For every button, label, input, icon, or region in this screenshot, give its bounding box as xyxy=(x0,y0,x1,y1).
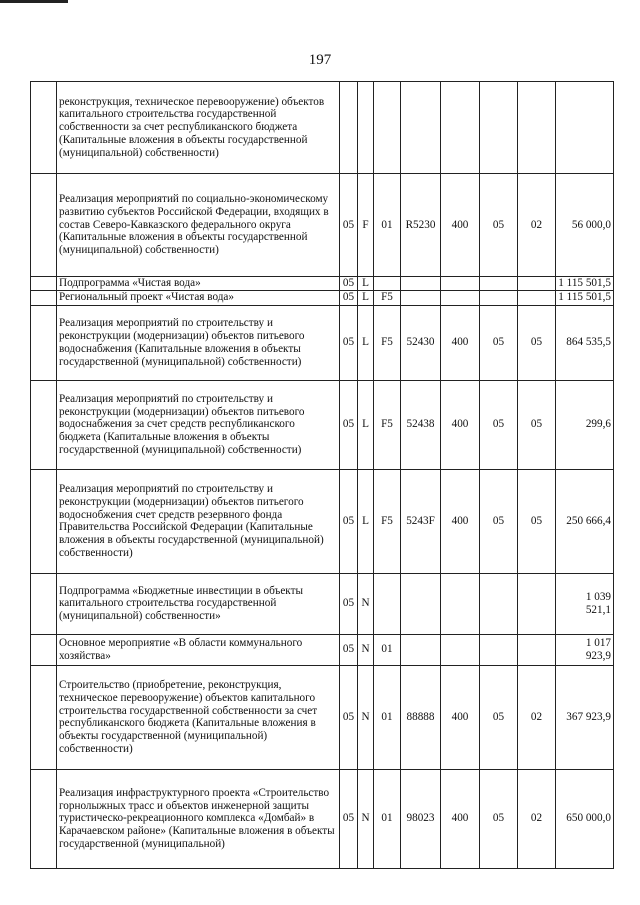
cell-expense-type: 400 xyxy=(441,305,480,380)
cell-name: Реализация мероприятий по строительству и реконструкции (модернизации) объектов питьевого водоснабжения (Капитальные вложения в объекты государственной (муниципальной) собственности) xyxy=(57,305,340,380)
cell-subsection: 02 xyxy=(518,174,556,277)
cell-section xyxy=(480,573,518,634)
cell-expense-type: 400 xyxy=(441,769,480,868)
cell-subprogram: N xyxy=(358,573,374,634)
cell-subprogram: N xyxy=(358,665,374,769)
table-row xyxy=(31,277,614,291)
cell-section: 05 xyxy=(480,665,518,769)
cell-main-measure: 01 xyxy=(374,174,401,277)
cell-name: Региональный проект «Чистая вода» xyxy=(57,290,340,305)
cell-subsection: 05 xyxy=(518,305,556,380)
table-row xyxy=(31,380,614,469)
cell-main-measure: 01 xyxy=(374,634,401,665)
cell-blank xyxy=(31,174,57,277)
cell-gp: 05 xyxy=(340,665,358,769)
table-row xyxy=(31,82,614,174)
cell-section xyxy=(480,290,518,305)
cell-expense-type xyxy=(441,82,480,174)
cell-subsection xyxy=(518,82,556,174)
cell-name: Реализация инфраструктурного проекта «Строительство горнолыжных трасс и объектов инженерной защиты туристическо-рекреационного комплекса «Домбай» в Карачаевском районе» (Капитальные вложения в объекты государственной (муниципальной) xyxy=(57,769,340,868)
cell-amount: 56 000,0 xyxy=(556,174,614,277)
cell-main-measure: F5 xyxy=(374,469,401,573)
cell-subsection xyxy=(518,573,556,634)
cell-gp: 05 xyxy=(340,174,358,277)
table-row xyxy=(31,290,614,305)
table-row xyxy=(31,665,614,769)
table-row xyxy=(31,174,614,277)
cell-gp xyxy=(340,82,358,174)
cell-subsection: 05 xyxy=(518,469,556,573)
cell-subprogram: L xyxy=(358,380,374,469)
cell-main-measure xyxy=(374,277,401,291)
table-row xyxy=(31,769,614,868)
cell-section xyxy=(480,82,518,174)
cell-gp: 05 xyxy=(340,277,358,291)
cell-amount: 250 666,4 xyxy=(556,469,614,573)
cell-direction: 5243F xyxy=(401,469,441,573)
cell-name: Основное мероприятие «В области коммунального хозяйства» xyxy=(57,634,340,665)
page-number: 197 xyxy=(308,52,332,68)
cell-subsection: 02 xyxy=(518,769,556,868)
cell-blank xyxy=(31,290,57,305)
cell-expense-type: 400 xyxy=(441,380,480,469)
table-row xyxy=(31,305,614,380)
cell-gp: 05 xyxy=(340,634,358,665)
cell-main-measure: F5 xyxy=(374,380,401,469)
cell-blank xyxy=(31,305,57,380)
cell-name: Реализация мероприятий по строительству и реконструкции (модернизации) объектов питьевого водоснабжения за счет средств республиканского бюджета (Капитальные вложения в объекты государственной (муниципальной) собственности) xyxy=(57,380,340,469)
cell-section: 05 xyxy=(480,305,518,380)
cell-direction: 52438 xyxy=(401,380,441,469)
cell-subsection xyxy=(518,277,556,291)
cell-expense-type xyxy=(441,573,480,634)
cell-gp: 05 xyxy=(340,305,358,380)
cell-subsection xyxy=(518,290,556,305)
table-row xyxy=(31,469,614,573)
cell-direction xyxy=(401,290,441,305)
cell-direction xyxy=(401,82,441,174)
cell-blank xyxy=(31,469,57,573)
table-row xyxy=(31,634,614,665)
cell-subprogram: N xyxy=(358,634,374,665)
cell-direction: 98023 xyxy=(401,769,441,868)
cell-name: Подпрограмма «Бюджетные инвестиции в объекты капитального строительства государственной (муниципальной) собственности» xyxy=(57,573,340,634)
cell-blank xyxy=(31,380,57,469)
budget-table xyxy=(30,81,614,869)
cell-name: Реализация мероприятий по строительству и реконструкции (модернизации) объектов питьегого водоснобжения счет средств резервного фонда Правительства Российской Федерации (Капитальные вложения в объекты государственной (муниципальной) собственности) xyxy=(57,469,340,573)
cell-gp: 05 xyxy=(340,290,358,305)
cell-expense-type xyxy=(441,277,480,291)
cell-expense-type: 400 xyxy=(441,174,480,277)
cell-main-measure xyxy=(374,573,401,634)
cell-direction: 52430 xyxy=(401,305,441,380)
cell-gp: 05 xyxy=(340,469,358,573)
cell-direction xyxy=(401,573,441,634)
table-row xyxy=(31,573,614,634)
top-border-line xyxy=(0,0,68,3)
cell-subsection xyxy=(518,634,556,665)
cell-amount: 1 115 501,5 xyxy=(556,277,614,291)
cell-amount xyxy=(556,82,614,174)
cell-gp: 05 xyxy=(340,769,358,868)
cell-amount: 1 039 521,1 xyxy=(556,573,614,634)
cell-subprogram: L xyxy=(358,277,374,291)
cell-amount: 299,6 xyxy=(556,380,614,469)
cell-expense-type: 400 xyxy=(441,469,480,573)
cell-subprogram: L xyxy=(358,290,374,305)
cell-direction: R5230 xyxy=(401,174,441,277)
cell-section xyxy=(480,634,518,665)
cell-gp: 05 xyxy=(340,573,358,634)
cell-name: Подпрограмма «Чистая вода» xyxy=(57,277,340,291)
cell-blank xyxy=(31,769,57,868)
cell-name: реконструкция, техническое перевооружение) объектов капитального строительства государственной собственности за счет республиканского бюджета (Капитальные вложения в объекты государственной (муниципальной) собственности) xyxy=(57,82,340,174)
cell-main-measure: 01 xyxy=(374,665,401,769)
cell-blank xyxy=(31,665,57,769)
cell-main-measure: F5 xyxy=(374,290,401,305)
cell-name: Строительство (приобретение, реконструкция, техническое перевооружение) объектов капитального строительства государственной собственности за счет республиканского бюджета (Капитальные вложения в объекты государственной (муниципальной) собственности) xyxy=(57,665,340,769)
cell-expense-type: 400 xyxy=(441,665,480,769)
cell-expense-type xyxy=(441,634,480,665)
cell-amount: 1 115 501,5 xyxy=(556,290,614,305)
cell-direction xyxy=(401,277,441,291)
cell-subprogram: L xyxy=(358,305,374,380)
cell-amount: 864 535,5 xyxy=(556,305,614,380)
cell-blank xyxy=(31,573,57,634)
cell-section: 05 xyxy=(480,469,518,573)
cell-blank xyxy=(31,82,57,174)
cell-blank xyxy=(31,634,57,665)
cell-subsection: 05 xyxy=(518,380,556,469)
cell-main-measure xyxy=(374,82,401,174)
cell-subprogram: N xyxy=(358,769,374,868)
cell-main-measure: 01 xyxy=(374,769,401,868)
cell-expense-type xyxy=(441,290,480,305)
cell-blank xyxy=(31,277,57,291)
cell-amount: 367 923,9 xyxy=(556,665,614,769)
cell-subprogram: F xyxy=(358,174,374,277)
cell-subprogram xyxy=(358,82,374,174)
cell-amount: 1 017 923,9 xyxy=(556,634,614,665)
cell-amount: 650 000,0 xyxy=(556,769,614,868)
cell-section xyxy=(480,277,518,291)
cell-section: 05 xyxy=(480,769,518,868)
cell-section: 05 xyxy=(480,174,518,277)
cell-direction xyxy=(401,634,441,665)
cell-direction: 88888 xyxy=(401,665,441,769)
cell-subprogram: L xyxy=(358,469,374,573)
cell-section: 05 xyxy=(480,380,518,469)
cell-gp: 05 xyxy=(340,380,358,469)
cell-main-measure: F5 xyxy=(374,305,401,380)
cell-subsection: 02 xyxy=(518,665,556,769)
cell-name: Реализация мероприятий по социально-экономическому развитию субъектов Российской Федерации, входящих в состав Северо-Кавказского федерального округа (Капитальные вложения в объекты государственной (муниципальной) собственности) xyxy=(57,174,340,277)
